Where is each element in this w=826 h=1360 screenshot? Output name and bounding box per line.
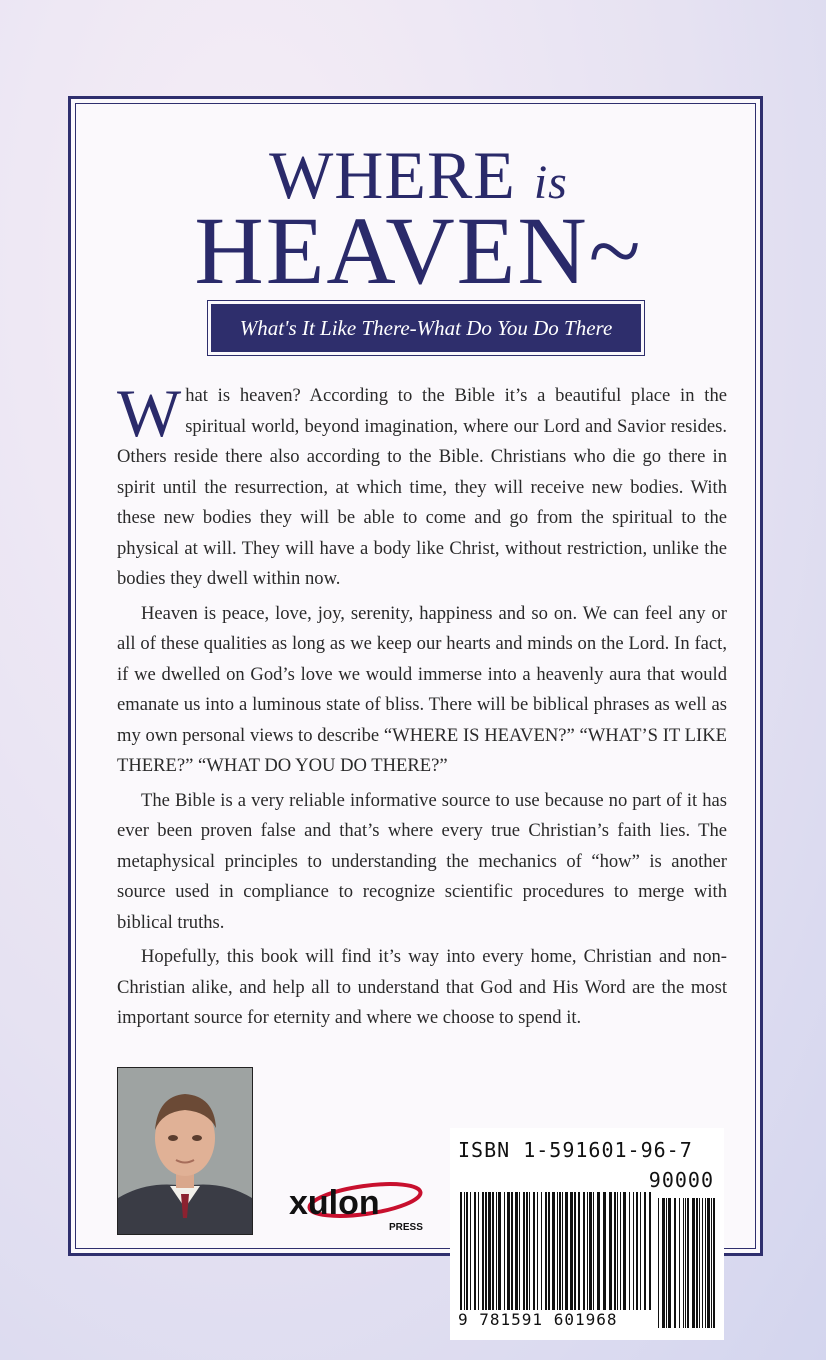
blurb-paragraph-4: Hopefully, this book will find it’s way into every home, Christian and non-Christian alike, and help all to understand that God and His Word are the most important source for eternity and where we choose to spend it. [117,946,727,1028]
title-heaven: HEAVEN~ [194,197,643,304]
xulon-logo-icon [285,1174,425,1234]
blurb-paragraph-2: Heaven is peace, love, joy, serenity, happiness and so on. We can feel any or all of these qualities as long as we keep our hearts and minds on the Lord. In fact, if we dwelled on God’s love we would immerse into a heavenly aura that would emanate us into a luminous state of bliss. There will be biblical phrases as well as my own personal views to describe “WHERE IS HEAVEN?” “WHAT’S IT LIKE THERE?” “WHAT DO YOU DO THERE?” [117,602,727,776]
author-photo [117,1067,253,1235]
blurb [117,375,727,1038]
title-is-word: is [533,156,568,209]
blurb-paragraph-1 [117,375,727,595]
subtitle-text: What's It Like There-What Do You Do There [239,315,613,340]
publisher-logo [285,1174,425,1234]
cover-frame [68,96,763,1256]
ean-text: 9 781591 601968 [458,1310,618,1329]
price-code-text: 90000 [648,1168,714,1192]
subtitle-banner [211,304,641,352]
isbn-text: ISBN 1-591601-96-7 [458,1138,693,1162]
barcode-icon [450,1128,724,1340]
author-portrait-icon [118,1068,252,1234]
drop-cap: W [117,375,182,451]
logo-press: PRESS [389,1222,423,1233]
title-where-word: WHERE [269,137,516,213]
barcode-box [450,1128,724,1340]
blurb-paragraph-3: The Bible is a very reliable informative source to use because no part of it has ever been proven false and that’s where every true Christian’s faith lies. The metaphysical principles to understanding the mechanics of “how” is another source used in compliance to recognize scientific procedures to merge with biblical truths. [117,789,727,933]
blurb-paragraph-1-text: hat is heaven? According to the Bible it’s a beautiful place in the spiritual world, beyond imagination, where our Lord and Savior resides. Others reside there also according to the Bible. Christians who die go there in spirit until the resurrection, at which time, they will receive new bodies. With these new bodies they will be able to come and go from the spiritual to the physical at will. They will have a body like Christ, without restriction, unlike the bodies they dwell within now. [117,385,727,589]
logo-wordmark: xulon [289,1184,380,1222]
